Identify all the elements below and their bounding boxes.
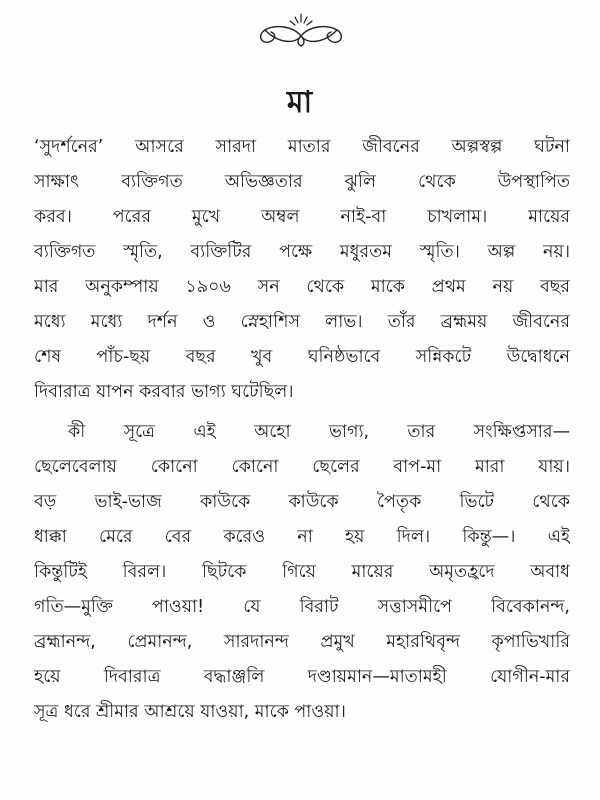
paragraph-2	[34, 415, 570, 730]
text-line: করব। পরের মুখে অম্বল নাই-বা চাখলাম। মায়ের	[34, 207, 570, 227]
text-line: মার অনুকম্পায় ১৯০৬ সন থেকে মাকে প্রথম নয় বছর	[34, 277, 570, 297]
flourish-ornament-icon	[255, 10, 347, 50]
text-line: ব্যক্তিগত স্মৃতি, ব্যক্তিটির পক্ষে মধুরতম স্মৃতি। অল্প নয়।	[34, 242, 570, 262]
text-line: কী সূত্রে এই অহো ভাগ্য, তার সংক্ষিপ্তসার—	[68, 422, 570, 442]
text-line: দিবারাত্র যাপন করবার ভাগ্য ঘটেছিল।	[34, 382, 294, 402]
text-line: সাক্ষাৎ ব্যক্তিগত অভিজ্ঞতার ঝুলি থেকে উপস্থাপিত	[34, 172, 570, 192]
text-line: ‘সুদর্শনের’ আসরে সারদা মাতার জীবনের অল্পস্বল্প ঘটনা	[34, 137, 570, 157]
text-line: ছেলেবেলায় কোনো কোনো ছেলের বাপ-মা মারা যায়।	[34, 457, 570, 477]
text-line: শেষ পাঁচ-ছয় বছর খুব ঘনিষ্ঠভাবে সন্নিকটে উদ্বোধনে	[34, 347, 570, 367]
text-line: বড় ভাই-ভাজ কাউকে কাউকে পৈতৃক ভিটে থেকে	[34, 492, 570, 512]
text-line: কিন্তুটিই বিরল। ছিটকে গিয়ে মায়ের অমৃতহ্রদে অবাধ	[34, 562, 570, 582]
page-title: মা	[286, 85, 314, 120]
text-line: সূত্র ধরে শ্রীমার আশ্রয়ে যাওয়া, মাকে পাওয়া।	[34, 702, 346, 722]
body-text	[34, 130, 570, 730]
text-line: ধাক্কা মেরে বের করেও না হয় দিল। কিন্তু—। এই	[34, 527, 570, 547]
text-line: হয়ে দিবারাত্র বদ্ধাঞ্জলি দণ্ডায়মান—মাতামহী যোগীন-মার	[34, 667, 570, 687]
paragraph-1	[34, 130, 570, 410]
text-line: মধ্যে মধ্যে দর্শন ও স্নেহাশিস লাভ। তাঁর ব্রহ্মময় জীবনের	[34, 312, 570, 332]
text-line: গতি—মুক্তি পাওয়া! যে বিরাট সত্তাসমীপে বিবেকানন্দ,	[34, 597, 570, 617]
text-line: ব্রহ্মানন্দ, প্রেমানন্দ, সারদানন্দ প্রমুখ মহারথিবৃন্দ কৃপাভিখারি	[34, 632, 570, 652]
